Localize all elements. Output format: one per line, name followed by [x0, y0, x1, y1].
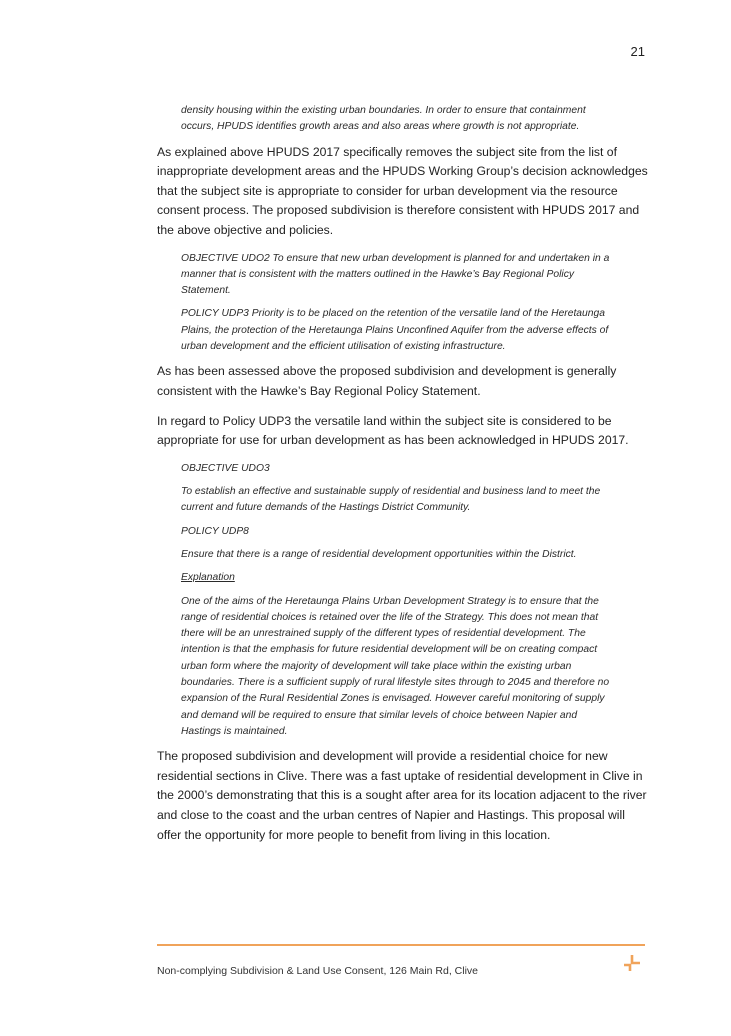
quote-objective-udo3-heading: OBJECTIVE UDO3 — [181, 462, 270, 474]
company-logo-icon — [622, 953, 644, 973]
quote-paragraph: density housing within the existing urban boundaries. In order to ensure that containment occurs, HPUDS identifies growth areas and also areas where growth is not appropriate. — [181, 105, 586, 133]
paragraph-hpuds-consistency: As explained above HPUDS 2017 specifically removes the subject site from the list of inappropriate development areas and the HPUDS Working Group’s decision acknowledges that the subject site is appropriate to consider for urban development via the resource consent process. The proposed subdivision is therefore consistent with HPUDS 2017 and the above objective and policies. — [157, 144, 648, 237]
paragraph-residential-choice: The proposed subdivision and development will provide a residential choice for new residential sections in Clive. There was a fast uptake of residential development in Clive in the 2000’s demonstrating that this is a sought after area for its location adjacent to the river and close to the coast and the urban centres of Napier and Hastings. This proposal will offer the opportunity for more people to benefit from living in this location. — [157, 749, 647, 842]
quote-block-udo2-udp3 — [181, 251, 611, 356]
quote-policy-udp8-text: Ensure that there is a range of residential development opportunities within the District. — [181, 548, 577, 560]
quote-policy-udp8-heading: POLICY UDP8 — [181, 525, 249, 537]
quote-objective-udo2: OBJECTIVE UDO2 To ensure that new urban development is planned for and undertaken in a manner that is consistent with the matters outlined in the Hawke’s Bay Regional Policy Statement. — [181, 252, 610, 297]
quote-explanation-text: One of the aims of the Heretaunga Plains Urban Development Strategy is to ensure that the range of residential choices is retained over the life of the Strategy. This does not mean that there will be an unrestrained supply of the different types of residential development. The intention is that the emphasis for future residential development will be on creating compact urban form where the majority of development will take place within the existing urban boundaries. There is a sufficient supply of rural lifestyle sites through to 2045 and therefore no expansion of the Rural Residential Zones is envisaged. However careful monitoring of supply and demand will be required to ensure that similar levels of choice between Napier and Hastings is maintained. — [181, 595, 610, 737]
quote-explanation-heading: Explanation — [181, 572, 235, 584]
quote-block-udo3-udp8 — [181, 461, 611, 740]
document-body — [157, 103, 649, 855]
page-number: 21 — [630, 44, 645, 59]
paragraph-rps-consistency: As has been assessed above the proposed subdivision and development is generally consistent with the Hawke’s Bay Regional Policy Statement. — [157, 364, 617, 398]
footer-title: Non-complying Subdivision & Land Use Consent, 126 Main Rd, Clive — [157, 965, 478, 977]
paragraph-udp3-regard: In regard to Policy UDP3 the versatile land within the subject site is considered to be appropriate for use for urban development as has been acknowledged in HPUDS 2017. — [157, 413, 629, 448]
quote-policy-udp3: POLICY UDP3 Priority is to be placed on the retention of the versatile land of the Heretaunga Plains, the protection of the Heretaunga Plains Unconfined Aquifer from the adverse effects of urban development and the efficient utilisation of existing infrastructure. — [181, 308, 609, 353]
footer-divider — [157, 944, 645, 946]
quote-objective-udo3-text: To establish an effective and sustainable supply of residential and business land to meet the current and future demands of the Hastings District Community. — [181, 486, 601, 514]
quote-block-hpuds — [181, 103, 611, 136]
